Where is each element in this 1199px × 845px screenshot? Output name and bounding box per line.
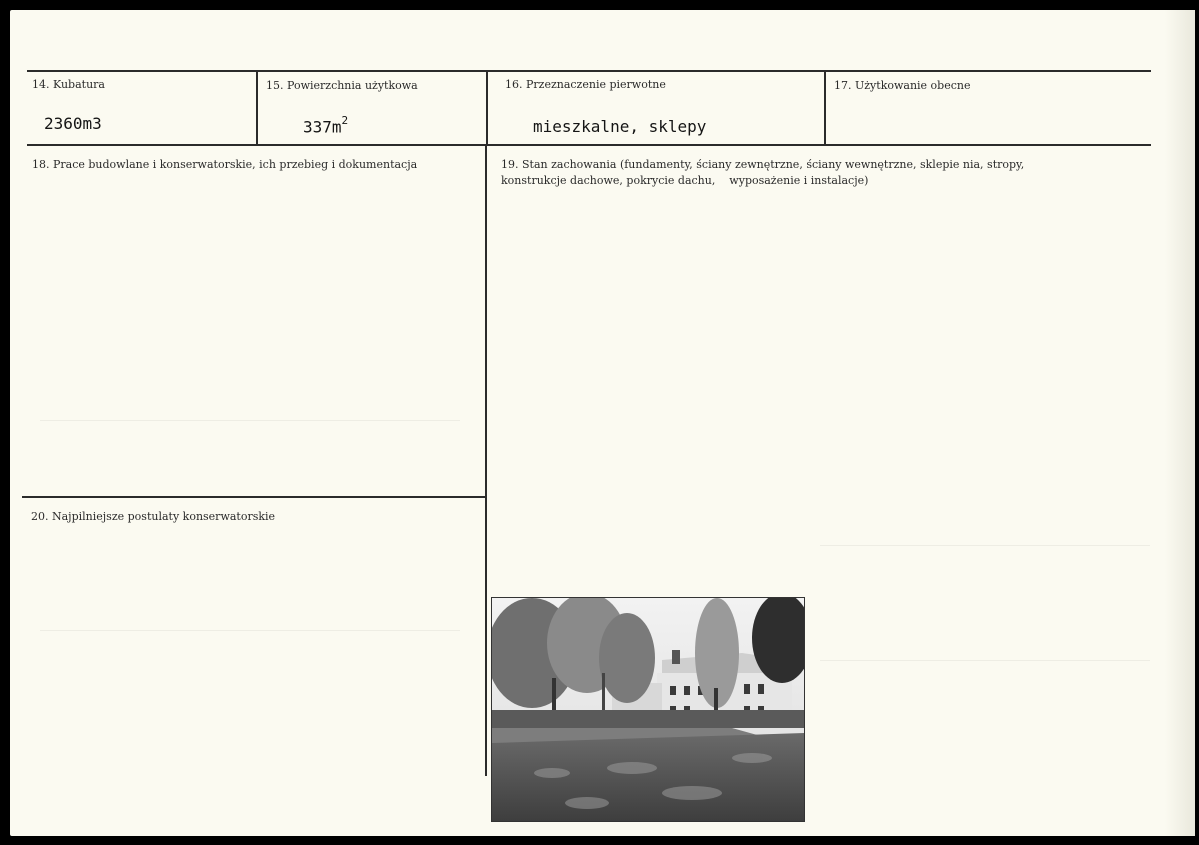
card-edge-shadow [1165,10,1195,836]
divider-left-right [485,146,487,776]
table-top-rule [27,70,1151,72]
paper-ghost-line [820,660,1150,661]
field-16-label: 16. Przeznaczenie pierwotne [505,78,666,91]
field-14-value: 2360m3 [44,114,102,133]
building-photograph [491,597,805,822]
field-19-label-line1: 19. Stan zachowania (fundamenty, ściany zewnętrzne, ściany wewnętrzne, sklepie nia, stropy, [501,158,1025,171]
paper-ghost-line [40,420,460,421]
field-15-number: 337m [303,117,342,137]
field-15-exponent: 2 [341,114,349,127]
divider-15-16 [486,71,488,144]
field-15-label: 15. Powierzchnia użytkowa [266,79,418,92]
paper-ghost-line [40,630,460,631]
field-19-label-line2: konstrukcje dachowe, pokrycie dachu, wyposażenie i instalacje) [501,174,869,187]
divider-18-20 [22,496,485,498]
table-row-rule [27,144,1151,146]
field-17-label: 17. Użytkowanie obecne [834,79,971,92]
divider-14-15 [256,71,258,144]
paper-ghost-line [820,545,1150,546]
divider-16-17 [824,71,826,144]
field-16-value: mieszkalne, sklepy [533,117,707,136]
field-20-label: 20. Najpilniejsze postulaty konserwatorskie [31,510,276,523]
field-15-value [303,116,348,136]
field-14-label: 14. Kubatura [32,78,105,91]
field-18-label: 18. Prace budowlane i konserwatorskie, ich przebieg i dokumentacja [32,158,418,171]
